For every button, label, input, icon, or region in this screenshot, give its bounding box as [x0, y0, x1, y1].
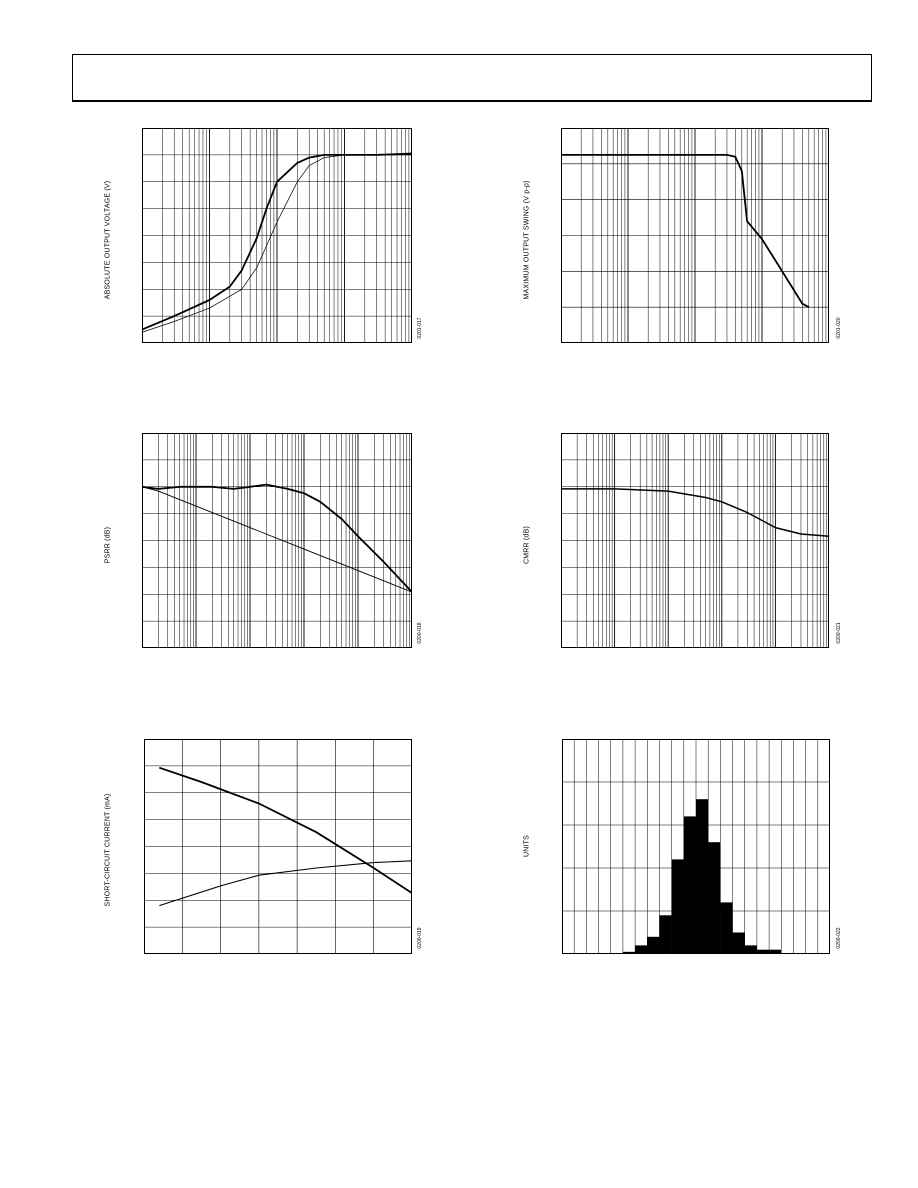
figure-id: 0200-019 — [417, 927, 423, 949]
chart-short-circuit-current — [144, 739, 412, 954]
chart-svg — [142, 433, 412, 648]
y-axis-label: UNITS — [523, 835, 531, 857]
histogram-bar — [696, 799, 708, 954]
histogram-bar — [720, 902, 732, 954]
histogram-bar — [684, 816, 696, 954]
chart-svg — [142, 128, 412, 343]
histogram-bar — [733, 933, 745, 955]
chart-cmrr — [561, 433, 829, 648]
histogram-bar — [623, 952, 635, 954]
series-line-1 — [159, 768, 412, 893]
chart-abs-output-voltage — [142, 128, 412, 343]
y-axis-label: CMRR (dB) — [523, 526, 531, 564]
histogram-bar — [647, 937, 659, 954]
histogram-bar — [745, 945, 757, 954]
figure-id: 0201-017 — [417, 317, 423, 339]
chart-svg — [561, 433, 829, 648]
histogram-bar — [659, 915, 671, 954]
chart-units-histogram — [562, 739, 830, 954]
header-box — [72, 54, 872, 102]
figure-id: 0201-020 — [836, 317, 842, 339]
histogram-bar — [708, 842, 720, 954]
chart-psrr — [142, 433, 412, 648]
chart-svg — [561, 128, 829, 343]
y-axis-label: PSRR (dB) — [104, 526, 112, 564]
figure-id: 0200-022 — [836, 927, 842, 949]
chart-svg — [144, 739, 412, 954]
chart-max-output-swing — [561, 128, 829, 343]
histogram-bar — [769, 950, 781, 954]
chart-svg — [562, 739, 830, 954]
figure-id: 0200-018 — [417, 622, 423, 644]
histogram-bar — [635, 945, 647, 954]
figure-id: 0200-021 — [836, 622, 842, 644]
y-axis-label: MAXIMUM OUTPUT SWING (V p-p) — [523, 180, 531, 300]
y-axis-label: ABSOLUTE OUTPUT VOLTAGE (V) — [104, 180, 112, 300]
series-line-1 — [561, 489, 829, 536]
y-axis-label: SHORT-CIRCUIT CURRENT (mA) — [104, 793, 112, 907]
series-line-1 — [561, 155, 809, 307]
histogram-bar — [757, 950, 769, 954]
series-line-2 — [142, 487, 412, 592]
histogram-bar — [672, 859, 684, 954]
